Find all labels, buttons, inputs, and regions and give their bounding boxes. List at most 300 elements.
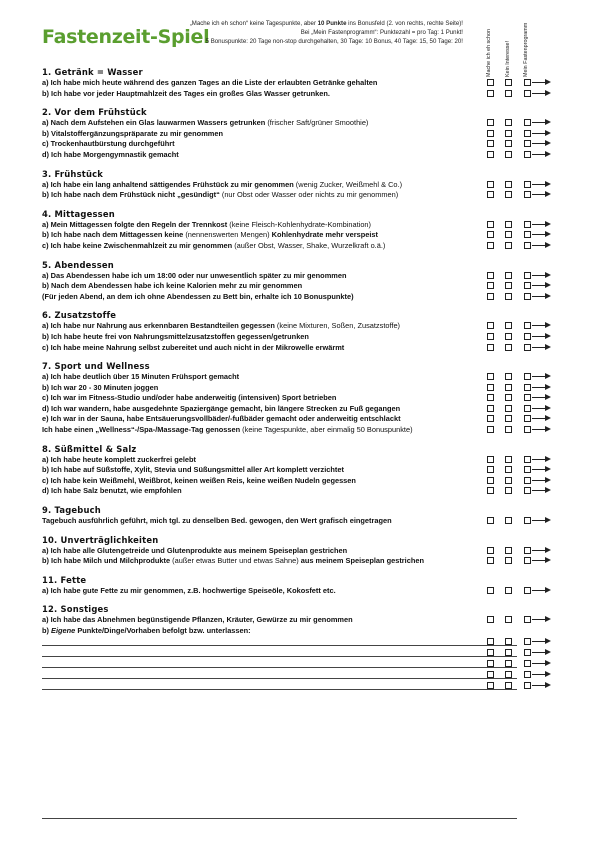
rules-text [163,19,463,46]
section-title: 1. Getränk = Wasser [42,67,143,77]
checkbox-already[interactable] [487,547,494,554]
checkbox-program[interactable] [524,517,531,524]
checkbox-already[interactable] [487,466,494,473]
section [42,574,562,597]
item-text: a) Ich habe ein lang anhaltend sättigendes Frühstück zu mir genommen [42,179,294,189]
section [42,534,562,567]
arrow-right-icon [532,619,546,620]
item-text: b) Nach dem Abendessen habe ich keine Kalorien mehr zu mir genommen [42,281,303,291]
section-title: 12. Sonstiges [42,604,109,615]
checkbox-program[interactable] [524,373,531,380]
checkbox-no-interest[interactable] [505,477,512,484]
checkbox-no-interest[interactable] [505,151,512,158]
checkbox-no-interest[interactable] [505,616,512,623]
checkbox-no-interest[interactable] [505,79,512,86]
arrow-right-icon [532,143,546,144]
item-note: (frischer Saft/grüner Smoothie) [265,118,369,128]
checkbox-program[interactable] [524,191,531,198]
checklist-item [42,626,562,637]
arrow-right-icon [532,133,546,134]
section-title: 10. Unverträglichkeiten [42,534,159,545]
checkbox-already[interactable] [487,333,494,340]
arrow-right-icon [532,469,546,470]
checklist-item [42,241,562,252]
arrow-right-icon [532,285,546,286]
checkbox-group [487,649,557,658]
checkbox-program[interactable] [524,456,531,463]
checkbox-group [487,373,557,382]
checkbox-program[interactable] [524,272,531,279]
checkbox-program[interactable] [524,547,531,554]
checkbox-no-interest[interactable] [505,456,512,463]
section [42,504,562,527]
checkbox-no-interest[interactable] [505,649,512,656]
rules-emphasis: 10 Punkte [317,20,347,27]
checklist-item [42,190,562,201]
checkbox-program[interactable] [524,79,531,86]
item-note: (nennenswerten Mengen) [183,230,272,240]
checkbox-group [487,119,557,128]
checkbox-group [487,557,557,566]
checkbox-no-interest[interactable] [505,517,512,524]
checkbox-group [487,517,557,526]
item-text: c) Ich war im Fitness-Studio und/oder habe anderweitig (intensiven) Sport betrieben [42,393,337,403]
checkbox-program[interactable] [524,405,531,412]
checklist-item [42,516,562,527]
checkbox-program[interactable] [524,282,531,289]
section [42,603,562,691]
section [42,259,562,303]
checkbox-program[interactable] [524,293,531,300]
checkbox-group [487,547,557,556]
checkbox-program[interactable] [524,587,531,594]
checklist-item [42,372,562,383]
bottom-line [42,818,517,819]
checklist-item [42,586,562,597]
write-in-line[interactable] [42,670,562,681]
checklist-item [42,139,562,150]
checkbox-already[interactable] [487,456,494,463]
arrow-right-icon [532,184,546,185]
checkbox-program[interactable] [524,231,531,238]
checklist-item [42,129,562,140]
checkbox-already[interactable] [487,272,494,279]
checkbox-already[interactable] [487,191,494,198]
checkbox-program[interactable] [524,119,531,126]
checkbox-program[interactable] [524,384,531,391]
checkbox-already[interactable] [487,671,494,678]
checkbox-already[interactable] [487,426,494,433]
checklist-item [42,455,562,466]
arrow-right-icon [532,347,546,348]
checklist-item [42,150,562,161]
checkbox-program[interactable] [524,649,531,656]
checklist-item [42,281,562,292]
item-text: a) Ich habe heute komplett zuckerfrei gelebt [42,454,197,464]
checkbox-already[interactable] [487,151,494,158]
rules-text-part: 5 Bonuspunkte: 20 Tage non-stop durchgehalten, 30 Tage: 10 Bonus, 40 Tage: 15, 50 Tage: 20! [205,38,463,45]
checkbox-no-interest[interactable] [505,405,512,412]
write-line [42,689,517,690]
write-line [42,678,517,679]
checkbox-program[interactable] [524,477,531,484]
checkbox-no-interest[interactable] [505,557,512,564]
arrow-right-icon [532,490,546,491]
checklist-item [42,383,562,394]
checklist-item [42,465,562,476]
checkbox-group [487,456,557,465]
checkbox-group [487,282,557,291]
checkbox-no-interest[interactable] [505,415,512,422]
checkbox-no-interest[interactable] [505,140,512,147]
item-text: c) Ich habe keine Zwischenmahlzeit zu mir genommen [42,240,233,250]
checkbox-already[interactable] [487,79,494,86]
checkbox-group [487,638,557,647]
checkbox-group [487,660,557,669]
item-text: (Für jeden Abend, an dem ich ohne Abendessen zu Bett bin, erhalte ich 10 Bonuspunkte) [42,291,354,301]
column-header-no-interest: Kein Interesse! [505,41,511,77]
arrow-right-icon [532,336,546,337]
checkbox-already[interactable] [487,517,494,524]
item-text: a) Das Abendessen habe ich um 18:00 oder nur unwesentlich später zu mir genommen [42,270,347,280]
checkbox-no-interest[interactable] [505,231,512,238]
item-text: c) Ich habe meine Nahrung selbst zubereitet und auch nicht in der Mikrowelle erwärmt [42,342,345,352]
checkbox-program[interactable] [524,151,531,158]
write-line [42,645,517,646]
checkbox-no-interest[interactable] [505,384,512,391]
arrow-right-icon [532,685,546,686]
rules-text-part: Bei „Mein Fastenprogramm“: Punktezahl = pro Tag: 1 Punkt! [300,29,463,36]
checkbox-group [487,90,557,99]
checklist-item [42,89,562,100]
arrow-right-icon [532,418,546,419]
checkbox-group [487,487,557,496]
checkbox-already[interactable] [487,587,494,594]
checkbox-no-interest[interactable] [505,272,512,279]
page-title: Fastenzeit-Spiel [42,26,210,48]
item-text: a) Ich habe alle Glutengetreide und Glutenprodukte aus meinem Speiseplan gestrichen [42,545,348,555]
checkbox-program[interactable] [524,322,531,329]
checkbox-group [487,671,557,680]
item-text: b) Ich habe vor jeder Hauptmahlzeit des Tages ein großes Glas Wasser getrunken. [42,88,330,98]
checklist-item [42,425,562,436]
checklist-item [42,615,562,626]
item-emphasis: Eigene [51,626,76,635]
checkbox-group [487,181,557,190]
checkbox-no-interest[interactable] [505,373,512,380]
arrow-right-icon [532,234,546,235]
checkbox-group [487,322,557,331]
item-text: a) Ich habe deutlich über 15 Minuten Frühsport gemacht [42,372,240,382]
checkbox-group [487,384,557,393]
checkbox-group [487,394,557,403]
item-text: a) Ich habe das Abnehmen begünstigende Pflanzen, Kräuter, Gewürze zu mir genommen [42,615,353,625]
arrow-right-icon [532,397,546,398]
checkbox-already[interactable] [487,231,494,238]
arrow-right-icon [532,408,546,409]
arrow-right-icon [532,560,546,561]
checkbox-no-interest[interactable] [505,660,512,667]
checkbox-already[interactable] [487,373,494,380]
arrow-right-icon [532,376,546,377]
arrow-right-icon [532,224,546,225]
checklist-item [42,292,562,303]
section [42,309,562,353]
checkbox-program[interactable] [524,466,531,473]
checkbox-already[interactable] [487,344,494,351]
checkbox-group [487,79,557,88]
checkbox-group [487,242,557,251]
checkbox-program[interactable] [524,394,531,401]
checklist-item [42,230,562,241]
checklist-item [42,118,562,129]
checkbox-program[interactable] [524,557,531,564]
checkbox-already[interactable] [487,322,494,329]
item-text: b) Ich habe Milch und Milchprodukte [42,556,171,566]
checkbox-group [487,130,557,139]
checkbox-no-interest[interactable] [505,282,512,289]
section-title: 11. Fette [42,574,87,585]
checklist-item [42,332,562,343]
section [42,66,562,99]
item-note: (keine Mixturen, Soßen, Zusatzstoffe) [274,321,401,331]
checkbox-no-interest[interactable] [505,394,512,401]
checkbox-no-interest[interactable] [505,130,512,137]
checkbox-group [487,415,557,424]
checkbox-group [487,426,557,435]
section-title: 2. Vor dem Frühstück [42,107,147,118]
checkbox-no-interest[interactable] [505,293,512,300]
arrow-right-icon [532,296,546,297]
checkbox-program[interactable] [524,242,531,249]
checkbox-already[interactable] [487,90,494,97]
item-note: (außer Obst, Wasser, Shake, Wurzelkraft o.ä.) [232,240,386,250]
checklist-item [42,414,562,425]
checkbox-already[interactable] [487,415,494,422]
arrow-right-icon [532,93,546,94]
checklist-item [42,321,562,332]
checkbox-program[interactable] [524,333,531,340]
checkbox-already[interactable] [487,682,494,689]
arrow-right-icon [532,154,546,155]
checkbox-program[interactable] [524,487,531,494]
arrow-right-icon [532,663,546,664]
checkbox-program[interactable] [524,181,531,188]
checkbox-no-interest[interactable] [505,466,512,473]
checkbox-program[interactable] [524,426,531,433]
checkbox-no-interest[interactable] [505,322,512,329]
checkbox-no-interest[interactable] [505,344,512,351]
item-text: a) Ich habe nur Nahrung aus erkennbaren Bestandteilen gegessen [42,321,275,331]
checkbox-already[interactable] [487,660,494,667]
section [42,360,562,436]
arrow-right-icon [532,641,546,642]
checkbox-no-interest[interactable] [505,191,512,198]
checkbox-already[interactable] [487,649,494,656]
checkbox-no-interest[interactable] [505,587,512,594]
checkbox-no-interest[interactable] [505,638,512,645]
section [42,443,562,497]
arrow-right-icon [532,194,546,195]
write-in-line[interactable] [42,648,562,659]
checkbox-group [487,293,557,302]
write-line [42,667,517,668]
column-header-program: Mein Fastenprogramm [523,22,529,77]
checkbox-program[interactable] [524,415,531,422]
checkbox-already[interactable] [487,394,494,401]
checklist-item [42,404,562,415]
item-text: b) Ich habe nach dem Mittagessen keine [42,230,184,240]
item-text: Tagebuch ausführlich geführt, mich tgl. zu denselben Bed. gewogen, den Wert grafisch eingetragen [42,516,392,526]
checklist-item [42,476,562,487]
item-text: Ich habe einen „Wellness“-/Spa-/Massage-Tag genossen [42,425,241,435]
checkbox-no-interest[interactable] [505,426,512,433]
checkbox-group [487,272,557,281]
arrow-right-icon [532,387,546,388]
rules-line [163,37,463,46]
item-text: b) Ich habe heute frei von Nahrungsmittelzusatzstoffen gegessen/getrunken [42,331,309,341]
checkbox-program[interactable] [524,221,531,228]
checkbox-group [487,140,557,149]
item-text: a) Mein Mittagessen folgte den Regeln der Trennkost [42,219,228,229]
item-text: b) Ich habe auf Süßstoffe, Xylit, Stevia und Süßungsmittel aller Art komplett verzichtet [42,465,344,475]
item-text: b) Vitalstoffergänzungspräparate zu mir genommen [42,128,223,138]
checkbox-already[interactable] [487,119,494,126]
item-note: (nur Obst oder Wasser oder nichts zu mir genommen) [219,190,399,200]
section-title: 3. Frühstück [42,168,104,179]
checkbox-group [487,587,557,596]
checklist-item [42,556,562,567]
checkbox-already[interactable] [487,477,494,484]
checkbox-group [487,191,557,200]
checkbox-program[interactable] [524,130,531,137]
checkbox-no-interest[interactable] [505,333,512,340]
item-text: a) Ich habe mich heute während des ganzen Tages an die Liste der erlaubten Getränke gehalten [42,78,378,87]
write-line [42,656,517,657]
arrow-right-icon [532,520,546,521]
checkbox-already[interactable] [487,130,494,137]
checkbox-group [487,333,557,342]
checkbox-already[interactable] [487,487,494,494]
item-text: d) Ich habe Morgengymnastik gemacht [42,149,179,159]
checkbox-already[interactable] [487,140,494,147]
checkbox-no-interest[interactable] [505,181,512,188]
checkbox-group [487,221,557,230]
section-title: 5. Abendessen [42,259,114,270]
write-in-line[interactable] [42,637,562,648]
section-title: 4. Mittagessen [42,208,115,219]
checkbox-no-interest[interactable] [505,242,512,249]
item-note: (wenig Zucker, Weißmehl & Co.) [293,179,403,189]
write-in-line[interactable] [42,681,562,692]
checkbox-no-interest[interactable] [505,671,512,678]
checkbox-already[interactable] [487,181,494,188]
arrow-right-icon [532,590,546,591]
checkbox-group [487,405,557,414]
arrow-right-icon [532,459,546,460]
checkbox-already[interactable] [487,616,494,623]
checkbox-program[interactable] [524,90,531,97]
section [42,208,562,252]
checkbox-already[interactable] [487,221,494,228]
checklist [42,66,562,699]
section-title: 7. Sport und Wellness [42,361,150,372]
checkbox-no-interest[interactable] [505,221,512,228]
item-text: a) Nach dem Aufstehen ein Glas lauwarmen Wassers getrunken [42,118,266,128]
item-text: b) [42,626,52,635]
checkbox-already[interactable] [487,293,494,300]
item-text: d) Ich war wandern, habe ausgedehnte Spaziergänge gemacht, bin längere Strecken zu Fuß gegangen [42,403,401,413]
checkbox-already[interactable] [487,384,494,391]
checkbox-already[interactable] [487,405,494,412]
arrow-right-icon [532,245,546,246]
section-title: 8. Süßmittel & Salz [42,443,137,454]
checkbox-no-interest[interactable] [505,119,512,126]
section [42,168,562,201]
checkbox-program[interactable] [524,638,531,645]
item-text: e) Ich war in der Sauna, habe Entsäuerungsvollbäder/-fußbäder gemacht oder anderweitig entschlackt [42,414,401,424]
checkbox-program[interactable] [524,344,531,351]
checkbox-already[interactable] [487,242,494,249]
item-text: Kohlenhydrate mehr verspeist [271,230,379,240]
checkbox-group [487,466,557,475]
item-text: a) Ich habe gute Fette zu mir genommen, z.B. hochwertige Speiseöle, Kokosfett etc. [42,585,336,595]
checkbox-program[interactable] [524,140,531,147]
checkbox-group [487,682,557,691]
arrow-right-icon [532,122,546,123]
column-header-already: Mache ich eh schon [486,29,492,77]
checklist-item [42,546,562,557]
checkbox-group [487,151,557,160]
item-text: d) Ich habe Salz benutzt, wie empfohlen [42,486,182,496]
arrow-right-icon [532,652,546,653]
rules-text-part: „Mache ich eh schon“ keine Tagespunkte, aber [189,20,318,27]
checkbox-group [487,616,557,625]
checklist-item [42,486,562,497]
arrow-right-icon [532,275,546,276]
rules-line [163,19,463,28]
section-title: 6. Zusatzstoffe [42,310,117,321]
checkbox-no-interest[interactable] [505,90,512,97]
checklist-item [42,78,562,89]
item-note: (keine Fleisch-Kohlenhydrate-Kombination) [227,219,371,229]
item-text: Punkte/Dinge/Vorhaben befolgt bzw. unterlassen: [75,626,251,635]
checkbox-already[interactable] [487,638,494,645]
item-text: aus meinem Speiseplan gestrichen [300,556,424,566]
write-in-line[interactable] [42,659,562,670]
checkbox-already[interactable] [487,557,494,564]
checkbox-program[interactable] [524,660,531,667]
checkbox-no-interest[interactable] [505,547,512,554]
checkbox-no-interest[interactable] [505,487,512,494]
checkbox-group [487,231,557,240]
item-text: b) Ich war 20 - 30 Minuten joggen [42,382,159,392]
checklist-item [42,180,562,191]
arrow-right-icon [532,550,546,551]
section-title: 9. Tagebuch [42,505,101,516]
checkbox-already[interactable] [487,282,494,289]
checklist-item [42,393,562,404]
checkbox-program[interactable] [524,616,531,623]
checkbox-program[interactable] [524,682,531,689]
checkbox-no-interest[interactable] [505,682,512,689]
checkbox-program[interactable] [524,671,531,678]
checkbox-group [487,477,557,486]
arrow-right-icon [532,674,546,675]
arrow-right-icon [532,429,546,430]
checklist-item [42,220,562,231]
item-text: c) Trockenhautbürstung durchgeführt [42,139,175,149]
